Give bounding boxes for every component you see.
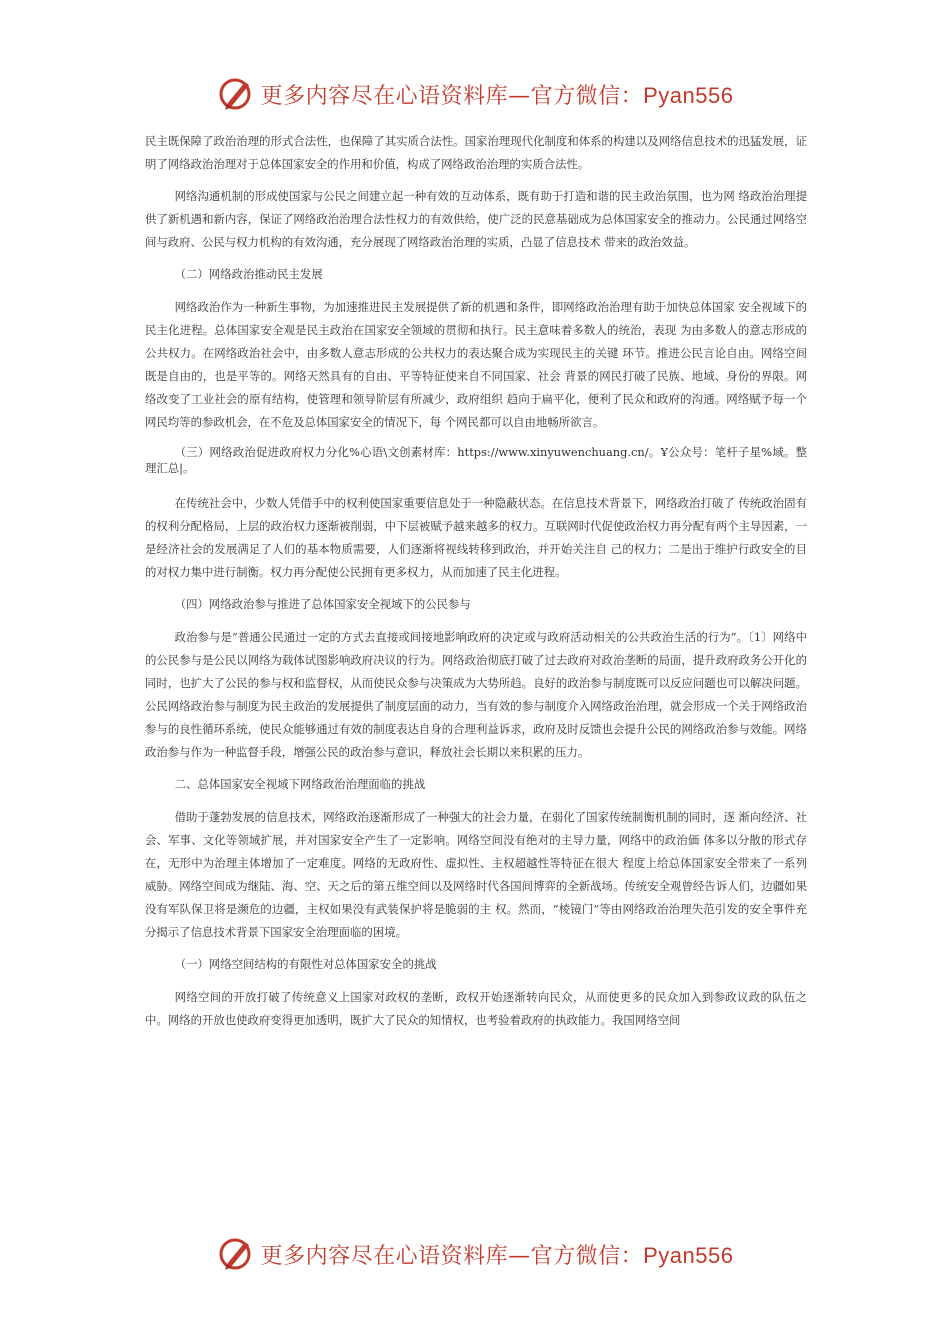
paragraph: 在传统社会中，少数人凭借手中的权利使国家重要信息处于一种隐蔽状态。在信息技术背景下，网络政治打破了 传统政治固有的权利分配格局，上层的政治权力逐渐被削弱，中下层被赋予越来越多的权力。互联网时代促使政治权力再分配有两个主导因素，一是经济社会的发展满足了人们的基本物质需要，人们逐渐将视线转移到政治，并开始关注自 己的权力；二是出于维护行政安全的目的对权力集中进行制衡。权力再分配使公民拥有更多权力，从而加速了民主化进程。 [145,496,807,579]
banner-text: 更多内容尽在心语资料库—官方微信：Pyan556 [260,1242,734,1269]
pen-emblem-icon [217,1234,257,1274]
section-heading: （二）网络政治推动民主发展 [174,267,323,281]
paragraph: 政治参与是“普通公民通过一定的方式去直接或间接地影响政府的决定或与政府活动相关的公共政治生活的行为”。〔1〕网络中的公民参与是公民以网络为载体试图影响政府决议的行为。网络政治彻底打破了过去政府对政治垄断的局面，提升政府政务公开化的同时，也扩大了公民的参与权和监督权，从而使民众参与决策成为大势所趋。良好的政治参与制度既可以反应问题也可以解决问题。公民网络政治参与制度为民主政治的发展提供了制度层面的动力，当有效的参与制度介入网络政治治理，就会形成一个关于网络政治参与的良性循环系统，使民众能够通过有效的制度表达自身的合理利益诉求，政府及时反馈也会提升公民的网络政治参与效能。网络政治参与作为一种监督手段，增强公民的政治参与意识，释放社会长期以来积累的压力。 [145,630,807,759]
pen-emblem-icon [217,74,257,114]
paragraph: 网络空间的开放打破了传统意义上国家对政权的垄断，政权开始逐渐转向民众，从而使更多的民众加入到参政议政的队伍之中。网络的开放也使政府变得更加透明，既扩大了民众的知情权，也考验着政府的执政能力。我国网络空间 [145,990,807,1027]
section-heading: 二、总体国家安全视域下网络政治治理面临的挑战 [174,777,426,791]
paragraph: 网络政治作为一种新生事物，为加速推进民主发展提供了新的机遇和条件，即网络政治治理有助于加快总体国家 安全视域下的民主化进程。总体国家安全观是民主政治在国家安全领域的贯彻和执行。民主意味着多数人的统治，表现 为由多数人的意志形成的公共权力。在网络政治社会中，由多数人意志形成的公共权力的表达聚合成为实现民主的关键 环节。推进公民言论自由。网络空间既是自由的，也是平等的。网络天然具有的自由、平等特征使来自不同国家、社会 背景的网民打破了民族、地域、身份的界限。网络改变了工业社会的原有结构，使管理和领导阶层有所减少，政府组织 趋向于扁平化，便利了民众和政府的沟通。网络赋予每一个网民均等的参政机会，在不危及总体国家安全的情况下，每 个网民都可以自由地畅所欲言。 [145,300,807,429]
footer-banner [0,1232,950,1276]
section-heading: （一）网络空间结构的有限性对总体国家安全的挑战 [174,957,437,971]
paragraph: 网络沟通机制的形成使国家与公民之间建立起一种有效的互动体系，既有助于打造和谐的民主政治氛围，也为网 络政治治理提供了新机遇和新内容，保证了网络政治治理合法性权力的有效供给，使广泛的民意基础成为总体国家安全的推动力。公民通过网络空间与政府、公民与权力机构的有效沟通，充分展现了网络政治治理的实质，凸显了信息技术 带来的政治效益。 [145,189,807,249]
section-heading: （四）网络政治参与推进了总体国家安全视域下的公民参与 [174,597,471,611]
paragraph: 借助于蓬勃发展的信息技术，网络政治逐渐形成了一种强大的社会力量，在弱化了国家传统制衡机制的同时，逐 渐向经济、社会、军事、文化等领域扩展，并对国家安全产生了一定影响。网络空间没有绝对的主导力量，网络中的政治価 体多以分散的形式存在，无形中为治理主体增加了一定难度。网络的无政府性、虚拟性、主权超越性等特征在很大 程度上给总体国家安全带来了一系列威胁。网络空间成为继陆、海、空、天之后的第五维空间以及网络时代各国间博弈的全新战场。传统安全观曾经告诉人们，边疆如果没有军队保卫将是濒危的边疆，主权如果没有武装保护将是脆弱的主 权。然而，“棱镜门”等由网络政治治理失范引发的安全事件充分揭示了信息技术背景下国家安全治理面临的困境。 [145,810,807,939]
header-banner [0,72,950,116]
paragraph: 民主既保障了政治治理的形式合法性，也保障了其实质合法性。国家治理现代化制度和体系的构建以及网络信息技术的迅猛发展，证明了网络政治治理对于总体国家安全的作用和价值，构成了网络政治治理的实质合法性。 [145,134,807,171]
section-heading: （三）网络政治促进政府权力分化%心语\文创素材库：https://www.xinyuwenchuang.cn/。Ұ公众号：笔杆子星%域。整理汇总|。 [145,445,807,475]
document-body [145,130,807,1041]
wechat-handle: Pyan556 [643,82,734,108]
wechat-handle: Pyan556 [643,1242,734,1268]
banner-text: 更多内容尽在心语资料库—官方微信：Pyan556 [260,82,734,109]
